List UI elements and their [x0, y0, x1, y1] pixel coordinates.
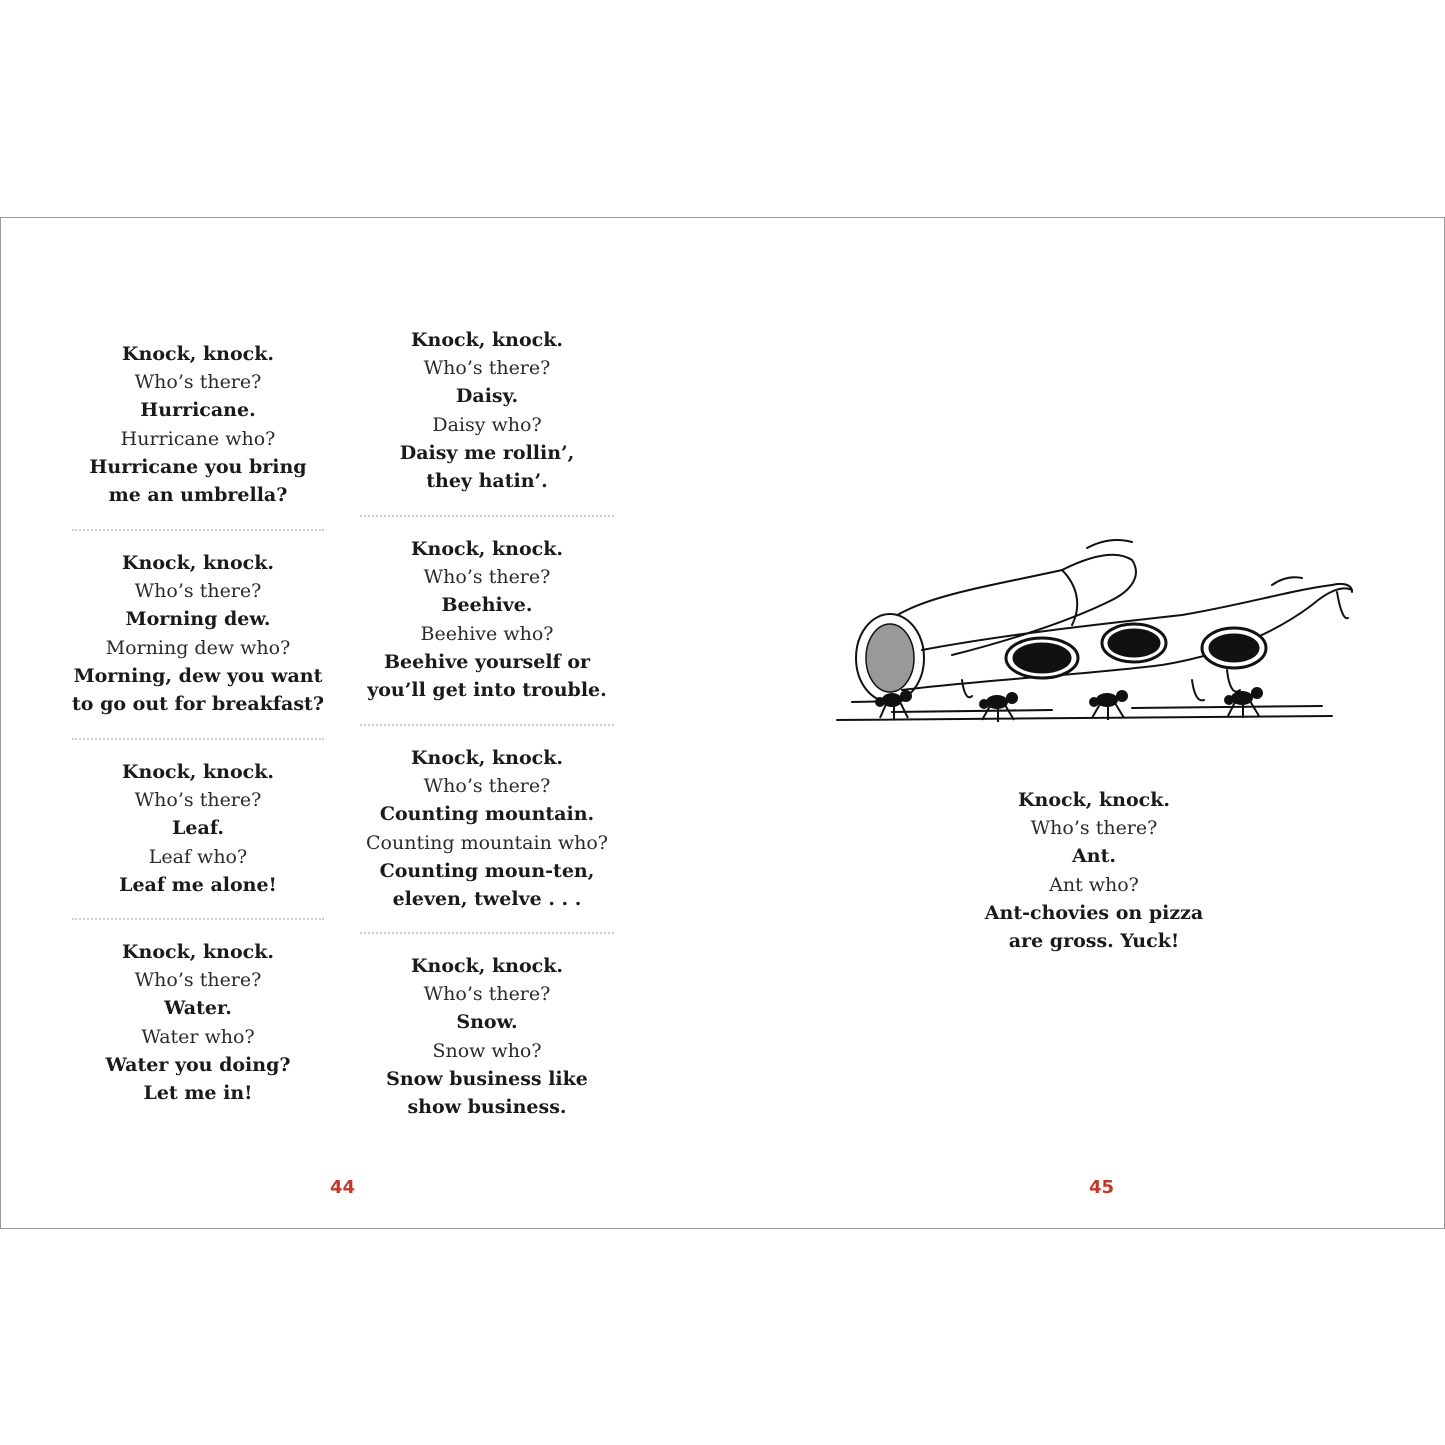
joke-line: Counting mountain. [379, 803, 595, 826]
joke-line: Ant who? [1049, 873, 1139, 896]
joke-line: you’ll get into trouble. [367, 679, 607, 702]
joke-line: Beehive yourself or [383, 650, 591, 673]
joke-line: Snow who? [432, 1039, 542, 1062]
joke-counting-mountain [357, 744, 617, 913]
dotted-divider [360, 932, 614, 934]
joke-line: Knock, knock. [1018, 789, 1170, 811]
joke-line: Who’s there? [1030, 817, 1158, 840]
dotted-divider [72, 738, 324, 740]
page-number-right: 45 [1089, 1177, 1115, 1198]
joke-line: Morning, dew you want [73, 664, 323, 687]
joke-line: Hurricane. [140, 399, 256, 422]
joke-line: Who’s there? [423, 566, 551, 589]
joke-line: Beehive who? [420, 622, 554, 645]
joke-line: Morning dew. [125, 608, 271, 631]
dotted-divider [360, 515, 614, 517]
joke-line: Morning dew who? [105, 636, 291, 659]
joke-line: to go out for breakfast? [72, 693, 324, 716]
joke-line: Leaf me alone! [119, 873, 277, 896]
joke-snow [357, 952, 617, 1121]
joke-line: Who’s there? [423, 775, 551, 798]
joke-leaf [70, 758, 326, 899]
joke-line: Knock, knock. [122, 552, 274, 574]
joke-morning-dew [70, 549, 326, 718]
joke-line: Counting moun-ten, [379, 859, 595, 882]
joke-line: Knock, knock. [411, 538, 563, 560]
joke-line: eleven, twelve . . . [392, 888, 582, 911]
joke-line: Daisy me rollin’, [399, 441, 575, 464]
dotted-divider [360, 724, 614, 726]
joke-line: Snow. [456, 1011, 518, 1034]
joke-line: Let me in! [143, 1082, 253, 1105]
ants-carrying-pizza-icon [832, 530, 1362, 730]
joke-line: they hatin’. [426, 470, 548, 493]
joke-line: Hurricane who? [120, 427, 276, 450]
joke-line: Beehive. [441, 594, 533, 617]
joke-line: Daisy who? [432, 413, 542, 436]
dotted-divider [72, 529, 324, 531]
joke-line: Daisy. [455, 385, 519, 408]
dotted-divider [72, 918, 324, 920]
joke-line: Knock, knock. [122, 343, 274, 365]
joke-line: Ant-chovies on pizza [984, 901, 1204, 924]
joke-line: are gross. Yuck! [1008, 930, 1180, 953]
joke-water [70, 938, 326, 1107]
joke-line: Who’s there? [134, 371, 262, 394]
joke-line: Leaf who? [148, 845, 248, 868]
joke-line: Hurricane you bring [89, 455, 307, 478]
joke-line: Knock, knock. [411, 747, 563, 769]
joke-line: Who’s there? [134, 969, 262, 992]
joke-line: Snow business like [386, 1067, 588, 1090]
joke-line: Knock, knock. [411, 955, 563, 977]
joke-line: Knock, knock. [411, 329, 563, 351]
joke-daisy [357, 326, 617, 495]
joke-line: Who’s there? [134, 580, 262, 603]
joke-line: Knock, knock. [122, 941, 274, 963]
joke-line: Water. [164, 997, 232, 1020]
joke-line: Counting mountain who? [366, 831, 608, 854]
joke-line: me an umbrella? [108, 484, 288, 507]
joke-line: Who’s there? [423, 983, 551, 1006]
joke-line: Who’s there? [423, 357, 551, 380]
joke-line: show business. [407, 1096, 567, 1119]
joke-line: Water who? [141, 1025, 255, 1048]
joke-ant [964, 786, 1224, 955]
joke-hurricane [70, 340, 326, 509]
joke-line: Ant. [1072, 845, 1116, 868]
joke-line: Water you doing? [105, 1053, 291, 1076]
joke-beehive [357, 535, 617, 704]
joke-line: Knock, knock. [122, 761, 274, 783]
joke-line: Leaf. [172, 817, 224, 840]
joke-line: Who’s there? [134, 789, 262, 812]
page-number-left: 44 [330, 1177, 356, 1198]
